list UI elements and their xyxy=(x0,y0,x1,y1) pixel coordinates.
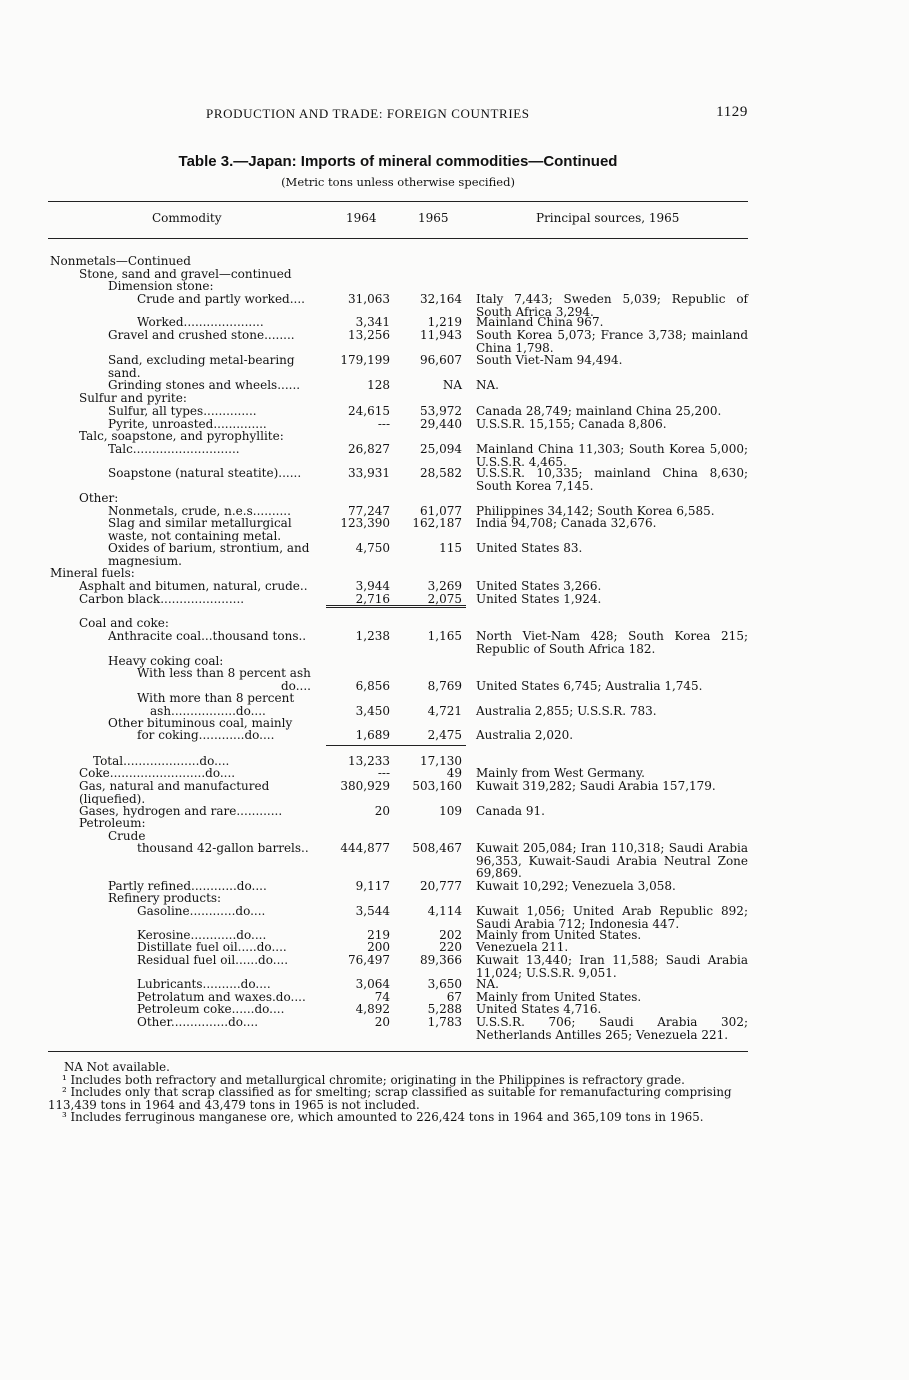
footnotes xyxy=(48,1061,748,1124)
row-sources: Venezuela 211. xyxy=(476,940,569,954)
row-commodity: Oxides of barium, strontium, and magnesium. xyxy=(108,542,310,567)
row-commodity: Soapstone (natural steatite)...... xyxy=(108,467,302,480)
row-value-1964: 1,689 xyxy=(355,728,390,742)
row-commodity: Pyrite, unroasted.............. xyxy=(108,418,267,431)
row-commodity: Kerosine............do.... xyxy=(137,929,267,942)
row-commodity: Asphalt and bitumen, natural, crude.. xyxy=(79,580,308,593)
row-value-1964: 128 xyxy=(367,378,390,392)
row-value-1964: 4,892 xyxy=(355,1002,390,1016)
row-sources: United States 83. xyxy=(476,541,583,555)
table-subtitle: (Metric tons unless otherwise specified) xyxy=(281,175,515,189)
section-double-rule xyxy=(326,605,466,610)
row-sources: Mainly from United States. xyxy=(476,990,642,1004)
row-sources: Kuwait 13,440; Iran 11,588; Saudi Arabia 11,024; U.S.S.R. 9,051. xyxy=(476,953,752,980)
row-value-1965: 2,475 xyxy=(427,728,462,742)
row-commodity: Slag and similar metallurgical waste, not containing metal. xyxy=(108,517,292,542)
row-value-1965: 1,783 xyxy=(427,1015,462,1029)
row-value-1964: --- xyxy=(377,766,390,780)
row-sources: Italy 7,443; Sweden 5,039; Republic of South Africa 3,294. xyxy=(476,292,752,319)
row-sources: North Viet-Nam 428; South Korea 215; Republic of South Africa 182. xyxy=(476,629,752,656)
top-rule xyxy=(48,201,748,202)
row-value-1965: 17,130 xyxy=(420,754,462,768)
row-commodity: With more than 8 percent xyxy=(137,692,295,705)
row-value-1965: 115 xyxy=(439,541,462,555)
row-value-1964: --- xyxy=(377,417,390,431)
row-value-1964: 3,064 xyxy=(355,977,390,991)
row-sources: U.S.S.R. 10,335; mainland China 8,630; South Korea 7,145. xyxy=(476,466,752,493)
row-commodity: Gases, hydrogen and rare............ xyxy=(79,805,283,818)
row-sources: Kuwait 205,084; Iran 110,318; Saudi Arabia 96,353, Kuwait-Saudi Arabia Neutral Zone 69,869. xyxy=(476,841,752,880)
row-value-1965: 67 xyxy=(446,990,462,1004)
row-commodity: ash.................do.... xyxy=(150,705,266,718)
row-commodity: Talc, soapstone, and pyrophyllite: xyxy=(79,430,284,443)
row-commodity: Carbon black...................... xyxy=(79,593,245,606)
footnote: ² Includes only that scrap classified as for smelting; scrap classified as suitable for remanufacturing comprising 113,439 tons in 1964 and 43,479 tons in 1965 is not included. xyxy=(48,1085,736,1112)
row-value-1965: 503,160 xyxy=(412,779,462,793)
row-sources: Philippines 34,142; South Korea 6,585. xyxy=(476,504,715,518)
row-value-1965: 32,164 xyxy=(420,292,462,306)
row-value-1965: 3,269 xyxy=(427,579,462,593)
row-value-1965: 89,366 xyxy=(420,953,462,967)
row-value-1965: 4,114 xyxy=(427,904,462,918)
row-commodity: Worked..................... xyxy=(137,316,264,329)
row-value-1965: 20,777 xyxy=(420,879,462,893)
row-commodity: Petroleum: xyxy=(79,817,146,830)
column-header-commodity: Commodity xyxy=(152,211,222,225)
row-value-1964: 9,117 xyxy=(355,879,390,893)
row-sources: United States 6,745; Australia 1,745. xyxy=(476,679,703,693)
row-value-1965: 109 xyxy=(439,804,462,818)
column-header-1964: 1964 xyxy=(346,211,377,225)
row-value-1965: 25,094 xyxy=(420,442,462,456)
row-sources: Mainland China 967. xyxy=(476,315,604,329)
subtotal-rule xyxy=(326,745,466,746)
row-commodity: Gasoline............do.... xyxy=(137,905,266,918)
row-commodity: do.... xyxy=(281,680,311,693)
row-commodity: Nonmetals, crude, n.e.s.......... xyxy=(108,505,291,518)
row-commodity: Coke.........................do.... xyxy=(79,767,236,780)
row-value-1965: 202 xyxy=(439,928,462,942)
row-sources: NA. xyxy=(476,378,499,392)
running-title: PRODUCTION AND TRADE: FOREIGN COUNTRIES xyxy=(206,106,530,121)
row-value-1964: 179,199 xyxy=(340,353,390,367)
row-value-1964: 444,877 xyxy=(340,841,390,855)
row-commodity: Coal and coke: xyxy=(79,617,169,630)
row-value-1965: 8,769 xyxy=(427,679,462,693)
row-commodity: Stone, sand and gravel—continued xyxy=(79,268,292,281)
row-value-1964: 2,716 xyxy=(355,592,390,606)
row-value-1965: 1,219 xyxy=(427,315,462,329)
page-number: 1129 xyxy=(716,104,748,120)
row-commodity: Residual fuel oil......do.... xyxy=(137,954,289,967)
row-commodity: Heavy coking coal: xyxy=(108,655,224,668)
row-value-1964: 74 xyxy=(374,990,390,1004)
row-commodity: Sand, excluding metal-bearing sand. xyxy=(108,354,295,379)
row-commodity: Petroleum coke......do.... xyxy=(137,1003,285,1016)
row-value-1965: 11,943 xyxy=(420,328,462,342)
row-value-1964: 20 xyxy=(374,1015,390,1029)
row-sources: Mainland China 11,303; South Korea 5,000; U.S.S.R. 4,465. xyxy=(476,442,752,469)
row-sources: South Viet-Nam 94,494. xyxy=(476,353,623,367)
row-commodity: for coking............do.... xyxy=(137,729,275,742)
row-commodity: Other...............do.... xyxy=(137,1016,259,1029)
row-sources: Australia 2,020. xyxy=(476,728,574,742)
row-value-1964: 200 xyxy=(367,940,390,954)
row-sources: United States 1,924. xyxy=(476,592,602,606)
row-value-1964: 380,929 xyxy=(340,779,390,793)
row-commodity: Other: xyxy=(79,492,119,505)
row-sources: Kuwait 319,282; Saudi Arabia 157,179. xyxy=(476,779,716,793)
row-value-1964: 3,341 xyxy=(355,315,390,329)
row-commodity: Lubricants..........do.... xyxy=(137,978,271,991)
row-value-1965: 29,440 xyxy=(420,417,462,431)
footnote: ³ Includes ferruginous manganese ore, which amounted to 226,424 tons in 1964 and 365,109 tons in 1965. xyxy=(62,1110,704,1125)
row-commodity: Other bituminous coal, mainly xyxy=(108,717,293,730)
row-value-1965: 49 xyxy=(446,766,462,780)
footnote: NA Not available. xyxy=(64,1060,170,1074)
row-sources: United States 4,716. xyxy=(476,1002,602,1016)
row-commodity: Distillate fuel oil.....do.... xyxy=(137,941,287,954)
row-sources: United States 3,266. xyxy=(476,579,602,593)
row-value-1965: 1,165 xyxy=(427,629,462,643)
row-value-1965: 508,467 xyxy=(412,841,462,855)
row-sources: U.S.S.R. 706; Saudi Arabia 302; Netherlands Antilles 265; Venezuela 221. xyxy=(476,1015,752,1042)
row-commodity: Total....................do.... xyxy=(93,755,230,768)
row-value-1964: 13,233 xyxy=(348,754,390,768)
row-sources: Australia 2,855; U.S.S.R. 783. xyxy=(476,704,657,718)
row-sources: Kuwait 1,056; United Arab Republic 892; Saudi Arabia 712; Indonesia 447. xyxy=(476,904,752,931)
row-commodity: Grinding stones and wheels...... xyxy=(108,379,301,392)
row-value-1965: 4,721 xyxy=(427,704,462,718)
footnote: ¹ Includes both refractory and metallurgical chromite; originating in the Philippines is refractory grade. xyxy=(62,1072,685,1087)
row-sources: U.S.S.R. 15,155; Canada 8,806. xyxy=(476,417,667,431)
header-rule xyxy=(48,238,748,239)
row-value-1964: 219 xyxy=(367,928,390,942)
row-sources: India 94,708; Canada 32,676. xyxy=(476,516,657,530)
row-commodity: Crude xyxy=(108,830,146,843)
row-value-1964: 6,856 xyxy=(355,679,390,693)
row-value-1964: 76,497 xyxy=(348,953,390,967)
row-value-1964: 26,827 xyxy=(348,442,390,456)
row-value-1965: 53,972 xyxy=(420,404,462,418)
table-title: Table 3.—Japan: Imports of mineral commodities—Continued xyxy=(178,153,618,170)
column-header-sources: Principal sources, 1965 xyxy=(536,211,680,225)
row-commodity: Sulfur and pyrite: xyxy=(79,392,187,405)
row-value-1965: 162,187 xyxy=(412,516,462,530)
row-sources: Canada 91. xyxy=(476,804,545,818)
row-commodity: Anthracite coal...thousand tons.. xyxy=(108,630,307,643)
row-sources: Mainly from United States. xyxy=(476,928,642,942)
row-commodity: With less than 8 percent ash xyxy=(137,667,311,680)
row-value-1964: 77,247 xyxy=(348,504,390,518)
row-value-1964: 3,544 xyxy=(355,904,390,918)
column-header-1965: 1965 xyxy=(418,211,449,225)
row-value-1965: 61,077 xyxy=(420,504,462,518)
row-value-1965: 3,650 xyxy=(427,977,462,991)
row-value-1964: 31,063 xyxy=(348,292,390,306)
row-value-1965: NA xyxy=(442,378,462,392)
row-commodity: Nonmetals—Continued xyxy=(50,255,191,268)
row-commodity: Refinery products: xyxy=(108,892,222,905)
row-commodity: Sulfur, all types.............. xyxy=(108,405,257,418)
row-value-1965: 2,075 xyxy=(427,592,462,606)
row-commodity: Petrolatum and waxes.do.... xyxy=(137,991,306,1004)
row-sources: NA. xyxy=(476,977,499,991)
row-value-1965: 220 xyxy=(439,940,462,954)
row-value-1964: 33,931 xyxy=(348,466,390,480)
row-commodity: Gas, natural and manufactured (liquefied). xyxy=(79,780,270,805)
row-value-1964: 4,750 xyxy=(355,541,390,555)
row-commodity: Dimension stone: xyxy=(108,280,214,293)
row-commodity: thousand 42-gallon barrels.. xyxy=(137,842,309,855)
row-value-1964: 1,238 xyxy=(355,629,390,643)
row-commodity: Crude and partly worked.... xyxy=(137,293,305,306)
row-sources: South Korea 5,073; France 3,738; mainland China 1,798. xyxy=(476,328,752,355)
row-value-1965: 5,288 xyxy=(427,1002,462,1016)
row-sources: Canada 28,749; mainland China 25,200. xyxy=(476,404,722,418)
row-commodity: Mineral fuels: xyxy=(50,567,135,580)
row-value-1965: 96,607 xyxy=(420,353,462,367)
row-commodity: Partly refined............do.... xyxy=(108,880,267,893)
row-sources: Mainly from West Germany. xyxy=(476,766,645,780)
row-value-1964: 13,256 xyxy=(348,328,390,342)
row-commodity: Talc............................ xyxy=(108,443,240,456)
row-value-1964: 3,450 xyxy=(355,704,390,718)
row-sources: Kuwait 10,292; Venezuela 3,058. xyxy=(476,879,676,893)
row-value-1964: 123,390 xyxy=(340,516,390,530)
row-value-1964: 3,944 xyxy=(355,579,390,593)
bottom-rule xyxy=(48,1051,748,1052)
row-value-1964: 24,615 xyxy=(348,404,390,418)
row-value-1965: 28,582 xyxy=(420,466,462,480)
row-commodity: Gravel and crushed stone........ xyxy=(108,329,295,342)
row-value-1964: 20 xyxy=(374,804,390,818)
